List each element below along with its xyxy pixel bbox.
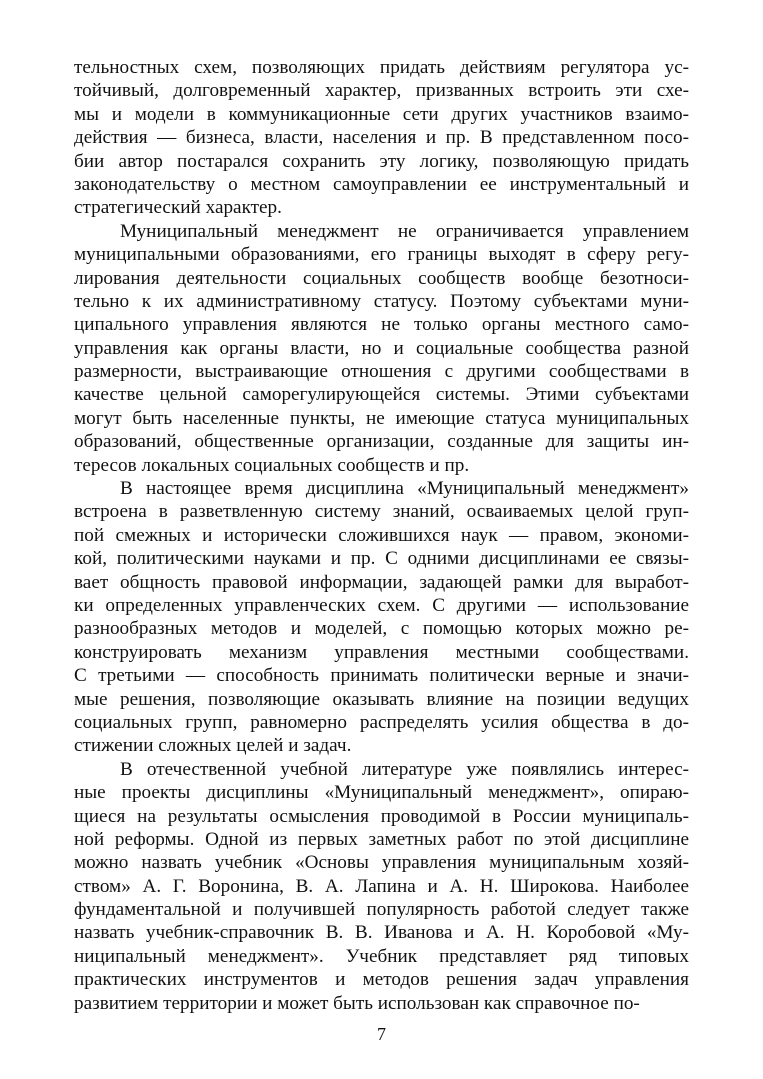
text-line: ством» А. Г. Воронина, В. А. Лапина и А. Н. Широкова. Наиболее [74, 875, 689, 897]
text-line: тельно к их административному статусу. Поэтому субъектами муни- [74, 290, 689, 312]
text-line: практических инструментов и методов решения задач управления [74, 969, 689, 991]
text-line: тельностных схем, позволяющих придать действиям регулятора ус- [74, 57, 689, 78]
text-line: развитием территории и может быть использован как справочное по- [74, 992, 640, 1014]
text-line: назвать учебник-справочник В. В. Иванова и А. Н. Коробовой «Му- [74, 922, 689, 944]
text-line: действия — бизнеса, власти, населения и пр. В представленном посо- [74, 127, 689, 149]
text-line: встроена в разветвленную систему знаний, осваиваемых целой груп- [74, 501, 689, 523]
text-line: муниципальными образованиями, его границы выходят в сферу регу- [74, 244, 689, 266]
text-line: образований, общественные организации, созданные для защиты ин- [74, 431, 689, 453]
text-line: кой, политическими науками и пр. С одними дисциплинами ее связы- [74, 548, 689, 570]
text-line: фундаментальной и получившей популярность работой следует также [74, 899, 689, 921]
text-line: конструировать механизм управления местными сообществами. [74, 641, 689, 663]
text-line: В отечественной учебной литературе уже появлялись интерес- [120, 758, 689, 780]
paragraph [74, 220, 689, 477]
text-line: ки определенных управленческих схем. С другими — использование [74, 594, 689, 616]
body-text [74, 56, 689, 1015]
paragraph [74, 56, 689, 220]
text-line: мые решения, позволяющие оказывать влияние на позиции ведущих [74, 688, 689, 710]
text-line: разнообразных методов и моделей, с помощью которых можно ре- [74, 618, 689, 640]
text-line: тойчивый, долговременный характер, призванных встроить эти схе- [74, 80, 689, 102]
text-line: вает общность правовой информации, задающей рамки для выработ- [74, 571, 689, 593]
paragraph [74, 477, 689, 758]
text-line: тересов локальных социальных сообществ и пр. [74, 454, 470, 476]
text-line: стижении сложных целей и задач. [74, 735, 352, 757]
text-line: ные проекты дисциплины «Муниципальный менеджмент», опираю- [74, 782, 689, 804]
text-line: бии автор постарался сохранить эту логику, позволяющую придать [74, 150, 689, 172]
page-number: 7 [377, 1024, 386, 1044]
text-line: социальных групп, равномерно распределять усилия общества в до- [74, 711, 689, 733]
text-line: В настоящее время дисциплина «Муниципальный менеджмент» [120, 478, 689, 500]
text-line: качестве цельной саморегулирующейся системы. Этими субъектами [74, 384, 689, 406]
text-line: лирования деятельности социальных сообществ вообще безотноси- [74, 267, 689, 289]
text-line: стратегический характер. [74, 197, 282, 219]
text-line: можно назвать учебник «Основы управления муниципальным хозяй- [74, 852, 689, 874]
text-line: законодательству о местном самоуправлении ее инструментальный и [74, 173, 689, 195]
text-line: управления как органы власти, но и социальные сообщества разной [74, 337, 689, 359]
text-line: могут быть населенные пункты, не имеющие статуса муниципальных [74, 407, 689, 429]
text-line: размерности, выстраивающие отношения с другими сообществами в [74, 361, 689, 383]
text-line: мы и модели в коммуникационные сети других участников взаимо- [74, 103, 689, 125]
text-line: щиеся на результаты осмысления проводимой в России муниципаль- [74, 805, 689, 827]
text-line: пой смежных и исторически сложившихся наук — правом, экономи- [74, 524, 689, 546]
text-line: ной реформы. Одной из первых заметных работ по этой дисциплине [74, 828, 689, 850]
text-line: С третьими — способность принимать политически верные и значи- [74, 665, 689, 687]
paragraph [74, 758, 689, 1015]
text-line: Муниципальный менеджмент не ограничивается управлением [120, 220, 689, 242]
text-line: ципального управления являются не только органы местного само- [74, 314, 689, 336]
text-line: ниципальный менеджмент». Учебник представляет ряд типовых [74, 945, 689, 967]
